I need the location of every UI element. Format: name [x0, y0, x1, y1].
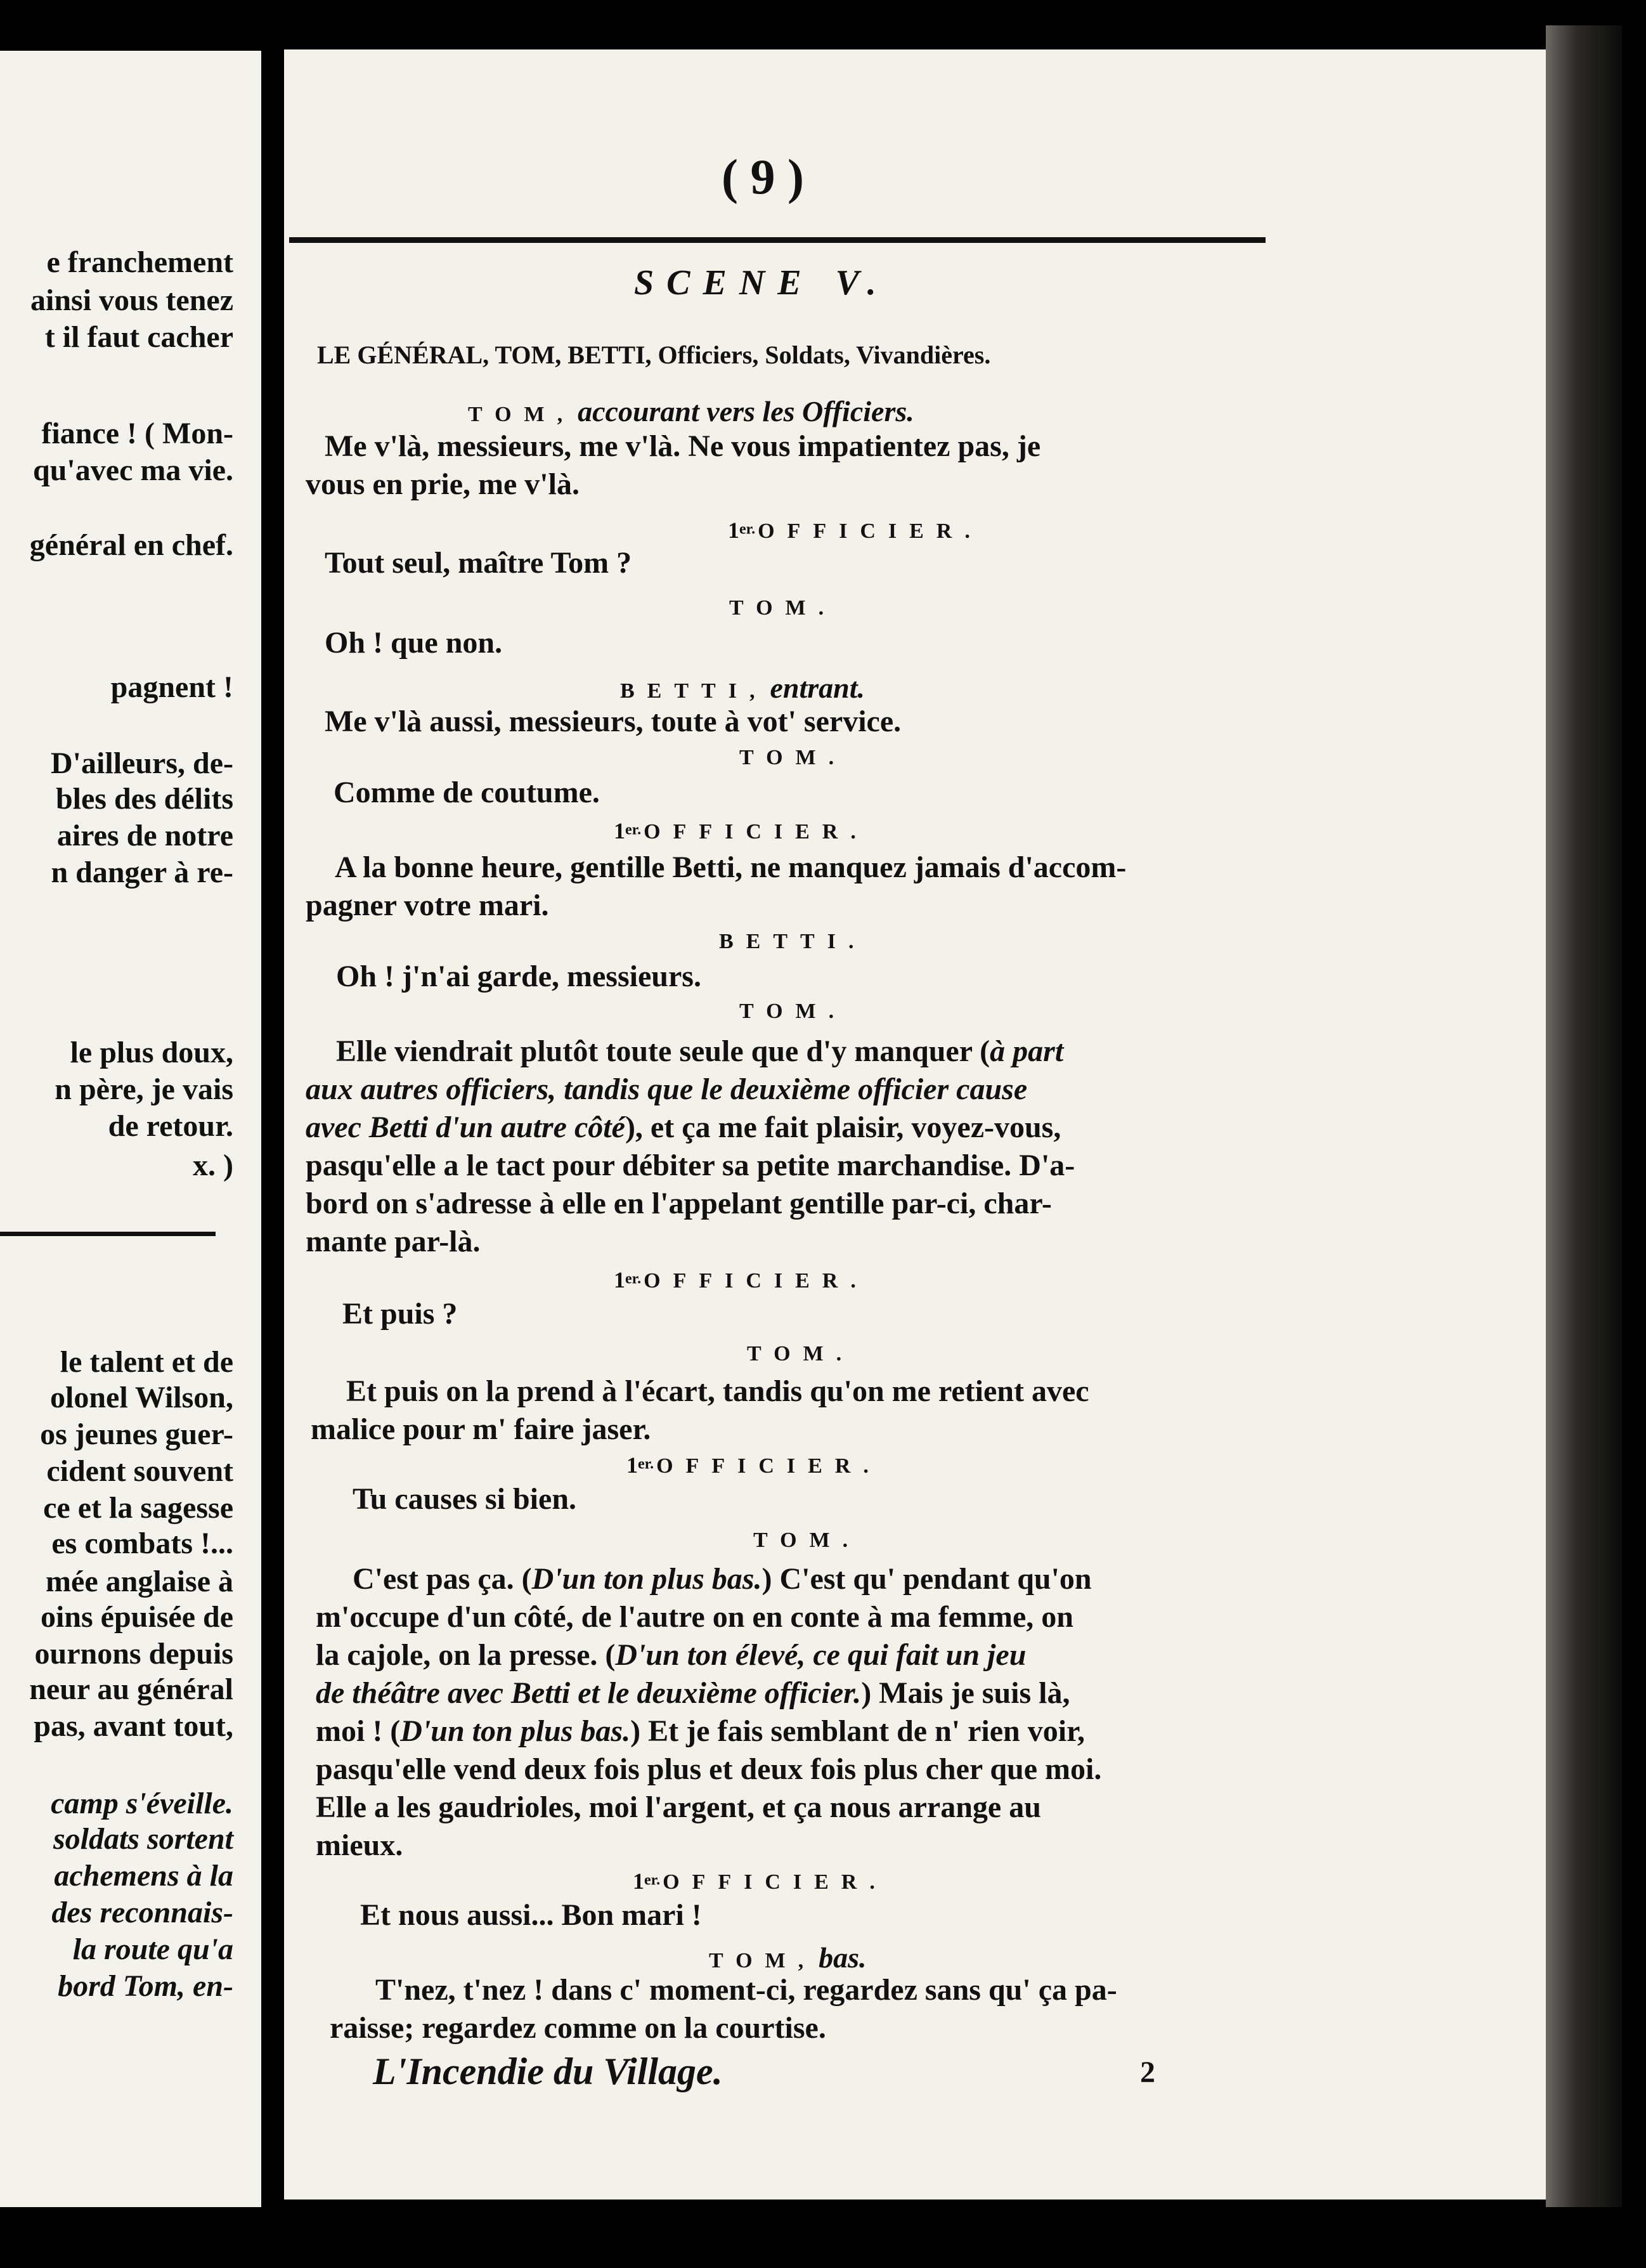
speaker-ordinal-suffix: er. [638, 1456, 654, 1473]
left-page-fragment [0, 51, 261, 2207]
dialogue-line: Oh ! j'n'ai garde, messieurs. [336, 960, 701, 993]
dialogue-line: pagner votre mari. [306, 889, 549, 922]
stage-direction: entrant. [770, 672, 865, 704]
speaker-ordinal: 1 [728, 518, 739, 543]
speaker-name: OFFICIER. [644, 820, 869, 844]
speaker-ordinal: 1 [614, 1267, 625, 1293]
speaker-ordinal-suffix: er. [625, 821, 642, 838]
left-page-line: le talent et de [60, 1345, 233, 1379]
left-page-line: os jeunes guer- [40, 1418, 233, 1451]
speaker-name: OFFICIER. [758, 519, 983, 543]
speaker-name: TOM, [468, 403, 576, 426]
speaker-name: OFFICIER. [656, 1454, 881, 1478]
speaker-heading [709, 1943, 867, 1972]
stage-direction-line: aux autres officiers, tandis que le deuxième officier cause [306, 1072, 1028, 1106]
dialogue-line: malice pour m' faire jaser. [311, 1412, 651, 1446]
speaker-name: TOM, [709, 1949, 817, 1972]
dialogue-line: pasqu'elle a le tact pour débiter sa petite marchandise. D'a- [306, 1149, 1075, 1182]
dialogue-line: vous en prie, me v'là. [306, 467, 580, 501]
left-page-line: achemens à la [54, 1859, 233, 1893]
right-page [284, 49, 1546, 2200]
dialogue-line: C'est pas ça. (D'un ton plus bas.) C'est qu' pendant qu'on [353, 1562, 1092, 1596]
dialogue-line: moi ! (D'un ton plus bas.) Et je fais semblant de n' rien voir, [316, 1714, 1085, 1748]
dialogue-line: Comme de coutume. [334, 776, 600, 809]
scene-title: SCENE V. [634, 263, 889, 303]
dialogue-line: Et puis ? [342, 1297, 458, 1331]
dialogue-line: la cajole, on la presse. (D'un ton élevé, ce qui fait un jeu [316, 1638, 1027, 1672]
left-page-line: n père, je vais [55, 1072, 233, 1106]
left-page-line: oins épuisée de [40, 1600, 233, 1634]
dialogue-line: pasqu'elle vend deux fois plus et deux fois plus cher que moi. [316, 1752, 1102, 1786]
running-footer-title: L'Incendie du Village. [373, 2050, 723, 2092]
speaker-heading [620, 674, 865, 703]
left-page-line: e franchement [46, 245, 233, 279]
dialogue-line: Elle viendrait plutôt toute seule que d'y manquer (à part [336, 1034, 1064, 1068]
dialogue-line: raisse; regardez comme on la courtise. [330, 2011, 826, 2045]
dialogue-line: Tout seul, maître Tom ? [325, 546, 632, 580]
speaker-name: TOM. [739, 1000, 847, 1023]
speaker-ordinal: 1 [626, 1452, 638, 1478]
speaker-name: BETTI, [620, 679, 768, 703]
book-edge [1546, 25, 1622, 2207]
speaker-heading [614, 1268, 869, 1292]
dialogue-line: T'nez, t'nez ! dans c' moment-ci, regardez sans qu' ça pa- [375, 1973, 1117, 2007]
page-gutter [261, 0, 284, 2268]
dialogue-line: Et puis on la prend à l'écart, tandis qu'on me retient avec [346, 1374, 1089, 1408]
dialogue-line: A la bonne heure, gentille Betti, ne manquez jamais d'accom- [335, 850, 1127, 884]
left-page-line: neur au général [29, 1672, 233, 1706]
cast-list: LE GÉNÉRAL, TOM, BETTI, Officiers, Soldats, Vivandières. [317, 341, 991, 369]
left-page-line: de retour. [108, 1109, 233, 1143]
dialogue-line: Me v'là aussi, messieurs, toute à vot' service. [325, 705, 902, 738]
left-page-line: pas, avant tout, [34, 1709, 233, 1743]
dialogue-line: bord on s'adresse à elle en l'appelant gentille par-ci, char- [306, 1187, 1052, 1220]
left-page-line: ainsi vous tenez [30, 284, 233, 317]
left-page-line: mée anglaise à [46, 1565, 233, 1598]
speaker-ordinal: 1 [614, 818, 625, 844]
speaker-name: TOM. [739, 746, 847, 769]
left-page-line: bles des délits [55, 782, 233, 816]
dialogue-line: Elle a les gaudrioles, moi l'argent, et ça nous arrange au [316, 1790, 1041, 1824]
left-page-line: t il faut cacher [44, 320, 233, 354]
speaker-heading [728, 519, 983, 542]
left-page-line: des reconnais- [51, 1896, 233, 1929]
dialogue-line: Tu causes si bien. [353, 1482, 577, 1516]
left-page-line: aires de notre [56, 819, 233, 852]
left-page-line: ournons depuis [34, 1637, 233, 1671]
speaker-heading [468, 397, 914, 426]
left-page-line: la route qu'a [72, 1932, 233, 1966]
page-number: ( 9 ) [722, 149, 804, 204]
left-page-line: général en chef. [29, 528, 233, 562]
speaker-name: OFFICIER. [644, 1269, 869, 1293]
dialogue-line: m'occupe d'un côté, de l'autre on en conte à ma femme, on [316, 1600, 1073, 1634]
stage-direction: bas. [819, 1941, 867, 1974]
stage-direction: accourant vers les Officiers. [578, 395, 914, 427]
dialogue-line: Et nous aussi... Bon mari ! [360, 1898, 702, 1932]
left-page-rule [0, 1232, 216, 1236]
left-page-line: pagnent ! [110, 670, 233, 704]
dialogue-line: Me v'là, messieurs, me v'là. Ne vous impatientez pas, je [325, 429, 1041, 463]
left-page-line: bord Tom, en- [58, 1969, 233, 2003]
left-page-line: le plus doux, [70, 1036, 233, 1069]
left-page-line: soldats sortent [53, 1822, 233, 1856]
dialogue-line: avec Betti d'un autre côté), et ça me fait plaisir, voyez-vous, [306, 1111, 1061, 1144]
speaker-heading [614, 819, 869, 843]
left-page-line: fiance ! ( Mon- [41, 417, 233, 450]
left-page-line: camp s'éveille. [51, 1787, 233, 1820]
left-page-line: olonel Wilson, [50, 1381, 233, 1414]
left-page-line: qu'avec ma vie. [33, 453, 233, 487]
signature-mark: 2 [1140, 2056, 1155, 2089]
speaker-ordinal-suffix: er. [739, 521, 756, 538]
speaker-heading [633, 1870, 888, 1893]
left-page-line: ce et la sagesse [43, 1491, 233, 1525]
dialogue-line: Oh ! que non. [325, 626, 503, 660]
left-page-line: n danger à re- [51, 856, 233, 889]
dialogue-line: mante par-là. [306, 1225, 481, 1258]
speaker-name: TOM. [753, 1528, 861, 1552]
speaker-name: OFFICIER. [663, 1870, 888, 1894]
dialogue-line: mieux. [316, 1828, 403, 1862]
left-page-line: cident souvent [46, 1454, 233, 1488]
speaker-name: BETTI. [719, 930, 867, 953]
left-page-line: es combats !... [51, 1527, 233, 1560]
speaker-name: TOM. [729, 596, 837, 620]
left-page-line: x. ) [193, 1149, 233, 1182]
speaker-name: TOM. [747, 1342, 855, 1365]
speaker-ordinal: 1 [633, 1868, 644, 1894]
speaker-heading [626, 1454, 881, 1477]
speaker-ordinal-suffix: er. [625, 1270, 642, 1287]
header-rule [289, 237, 1266, 243]
dialogue-line: de théâtre avec Betti et le deuxième officier.) Mais je suis là, [316, 1676, 1070, 1710]
speaker-ordinal-suffix: er. [644, 1872, 661, 1889]
left-page-line: D'ailleurs, de- [51, 746, 233, 780]
